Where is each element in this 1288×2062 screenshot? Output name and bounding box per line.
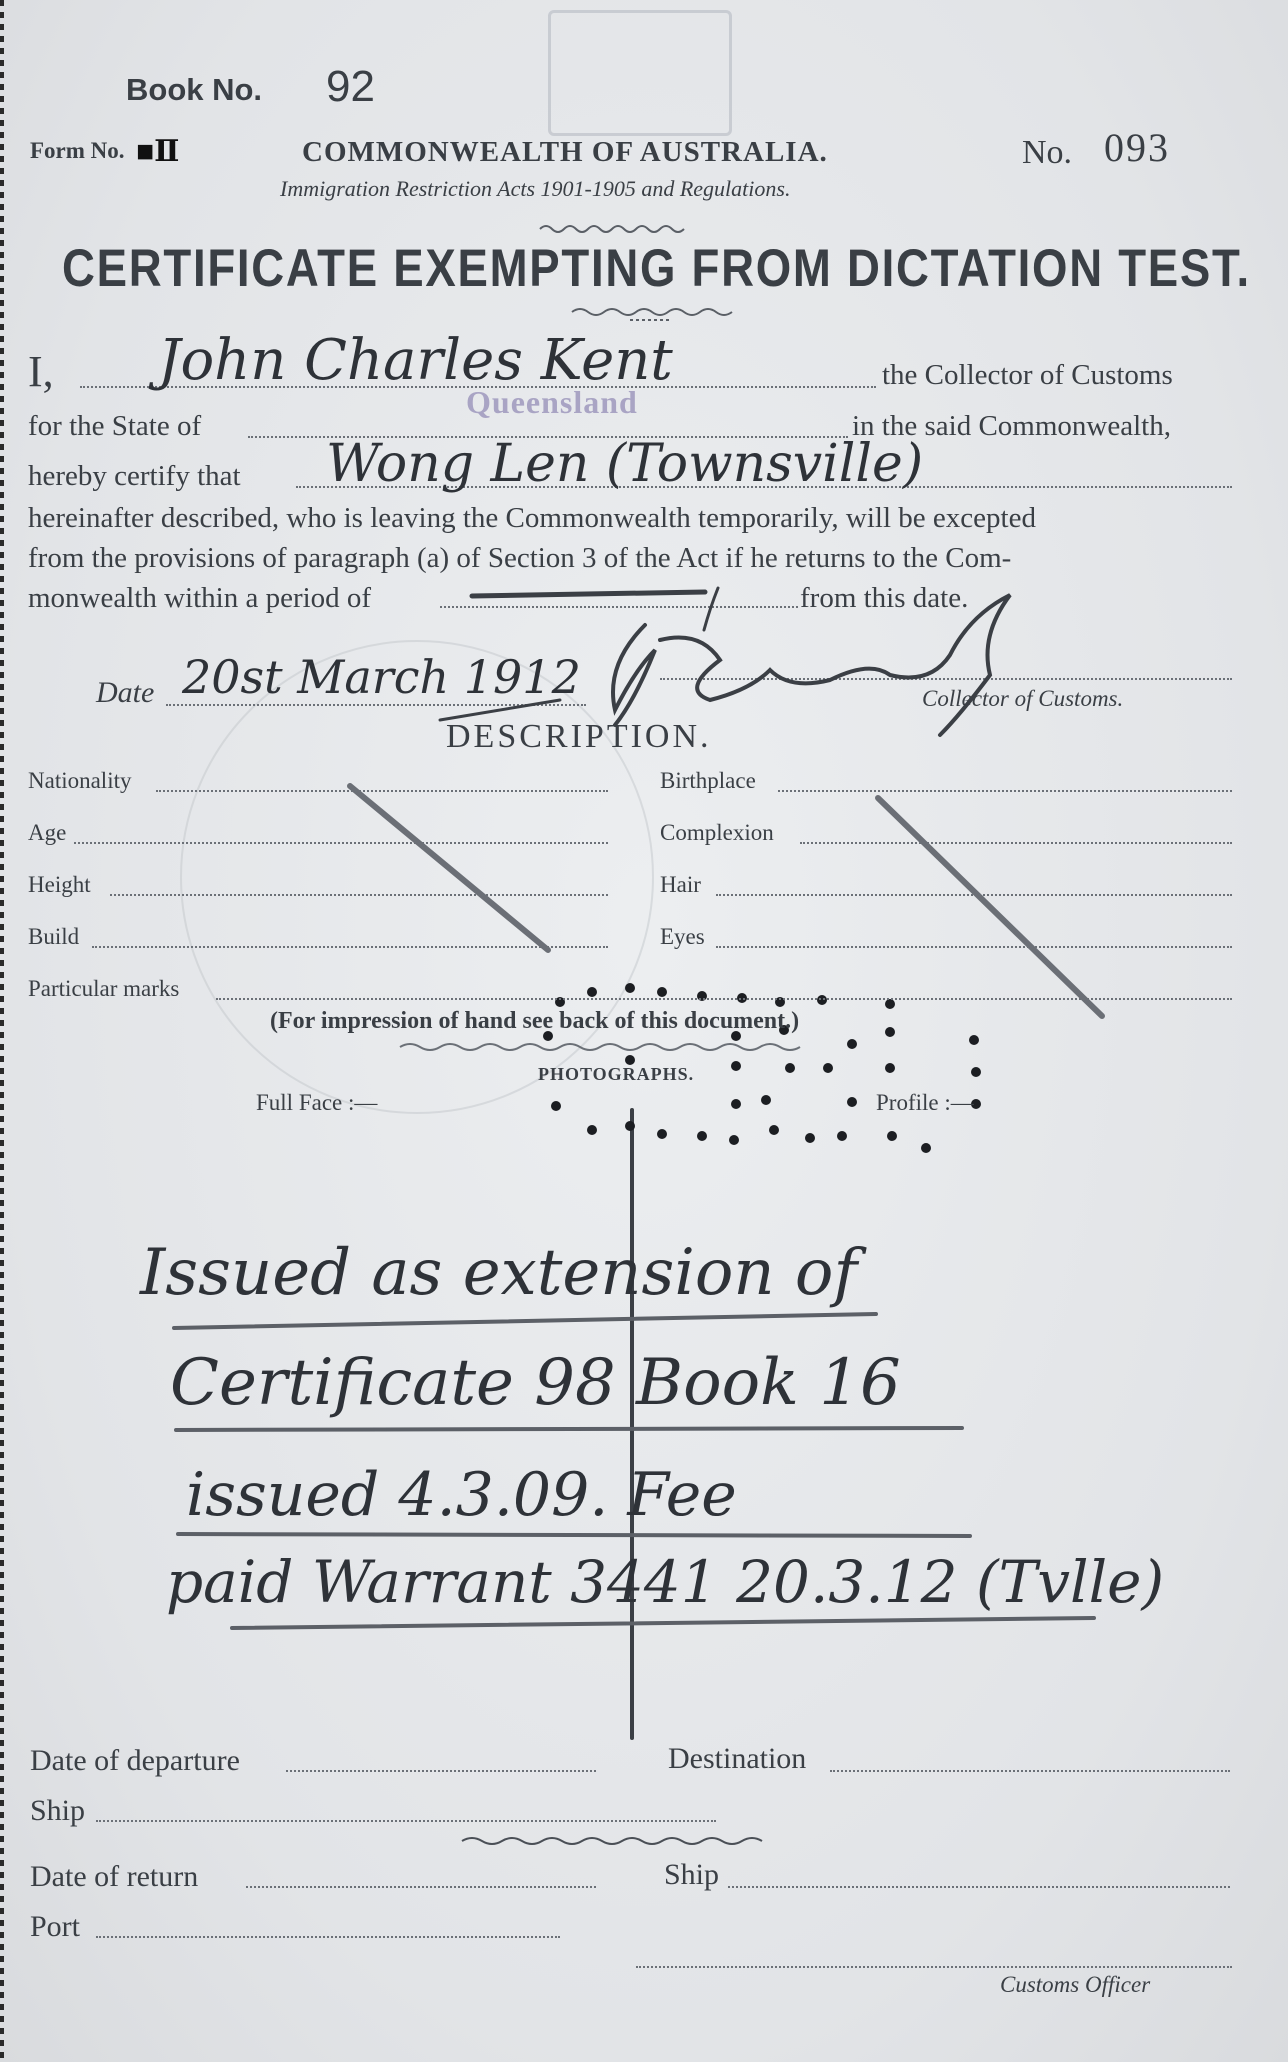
port-line: [96, 1936, 560, 1938]
hand-impression-note: (For impression of hand see back of this document.): [270, 1008, 800, 1034]
destination-label: Destination: [668, 1742, 807, 1775]
state-label: for the State of: [28, 410, 202, 442]
port-label: Port: [30, 1910, 81, 1943]
complexion-label: Complexion: [660, 820, 774, 845]
certificate-title: CERTIFICATE EXEMPTING FROM DICTATION TEST.: [62, 239, 1251, 298]
ship-label-2: Ship: [664, 1858, 720, 1891]
date-of-departure-label: Date of departure: [30, 1744, 240, 1777]
eyes-line: [716, 946, 1232, 948]
hair-line: [716, 894, 1232, 896]
photographs-label: PHOTOGRAPHS.: [538, 1064, 695, 1084]
paragraph-line-2: from the provisions of paragraph (a) of Section 3 of the Act if he returns to the Com-: [28, 542, 1012, 574]
departure-line: [286, 1770, 596, 1772]
form-number-mark: ■Ⅱ: [136, 135, 180, 168]
age-line: [74, 842, 608, 844]
destination-line: [830, 1770, 1230, 1772]
full-face-label: Full Face :—: [256, 1090, 378, 1115]
particular-marks-label: Particular marks: [28, 976, 180, 1001]
hair-label: Hair: [660, 872, 701, 897]
annotation-line-2: Certificate 98 Book 16: [170, 1346, 901, 1420]
ship-label-1: Ship: [30, 1794, 86, 1827]
date-of-return-label: Date of return: [30, 1860, 199, 1893]
annotation-line-4: paid Warrant 3441 20.3.12 (Tvlle): [166, 1548, 1165, 1616]
height-line: [110, 894, 608, 896]
age-label: Age: [28, 820, 67, 845]
certify-label: hereby certify that: [28, 460, 241, 492]
annotation-line-1: Issued as extension of: [140, 1236, 858, 1310]
commonwealth-heading: COMMONWEALTH OF AUSTRALIA.: [302, 136, 828, 168]
date-value: 20st March 1912: [182, 650, 581, 704]
certificate-number: 093: [1104, 125, 1170, 170]
build-line: [92, 946, 608, 948]
ornament-hand: [400, 1042, 800, 1052]
form-label: Form No.: [30, 138, 125, 163]
book-label: Book No.: [126, 72, 263, 107]
i-label: I,: [28, 347, 54, 396]
collector-of-customs-text: the Collector of Customs: [882, 359, 1173, 391]
eyes-label: Eyes: [660, 924, 705, 949]
nationality-label: Nationality: [28, 768, 132, 793]
build-label: Build: [28, 924, 80, 949]
collector-of-customs-label: Collector of Customs.: [922, 686, 1124, 711]
ornament-footer: [462, 1836, 772, 1846]
ship-line-2: [728, 1886, 1230, 1888]
return-line: [246, 1886, 596, 1888]
no-label: No.: [1022, 134, 1073, 171]
height-label: Height: [28, 872, 91, 897]
book-number: 92: [326, 62, 375, 111]
profile-label: Profile :—: [876, 1090, 974, 1115]
particular-marks-line: [216, 998, 1232, 1000]
nationality-line: [156, 790, 608, 792]
from-this-date-text: from this date.: [800, 582, 969, 614]
birthplace-label: Birthplace: [660, 768, 756, 793]
complexion-line: [800, 842, 1232, 844]
date-label: Date: [96, 676, 155, 709]
annotation-line-3: issued 4.3.09. Fee: [186, 1460, 737, 1530]
officer-signature-line: [636, 1966, 1232, 1968]
description-heading: DESCRIPTION.: [446, 718, 712, 755]
birthplace-line: [778, 790, 1232, 792]
state-stamp: Queensland: [466, 384, 638, 420]
collector-name: John Charles Kent: [158, 328, 673, 393]
customs-officer-label: Customs Officer: [1000, 1972, 1151, 1997]
acts-subtitle: Immigration Restriction Acts 1901-1905 and Regulations.: [280, 176, 791, 201]
commonwealth-text: in the said Commonwealth,: [852, 410, 1171, 442]
paragraph-line-1: hereinafter described, who is leaving the Commonwealth temporarily, will be excepted: [28, 502, 1036, 534]
person-name: Wong Len (Townsville): [326, 434, 924, 494]
ship-line-1: [96, 1820, 716, 1822]
paragraph-line-3: monwealth within a period of: [28, 582, 372, 614]
